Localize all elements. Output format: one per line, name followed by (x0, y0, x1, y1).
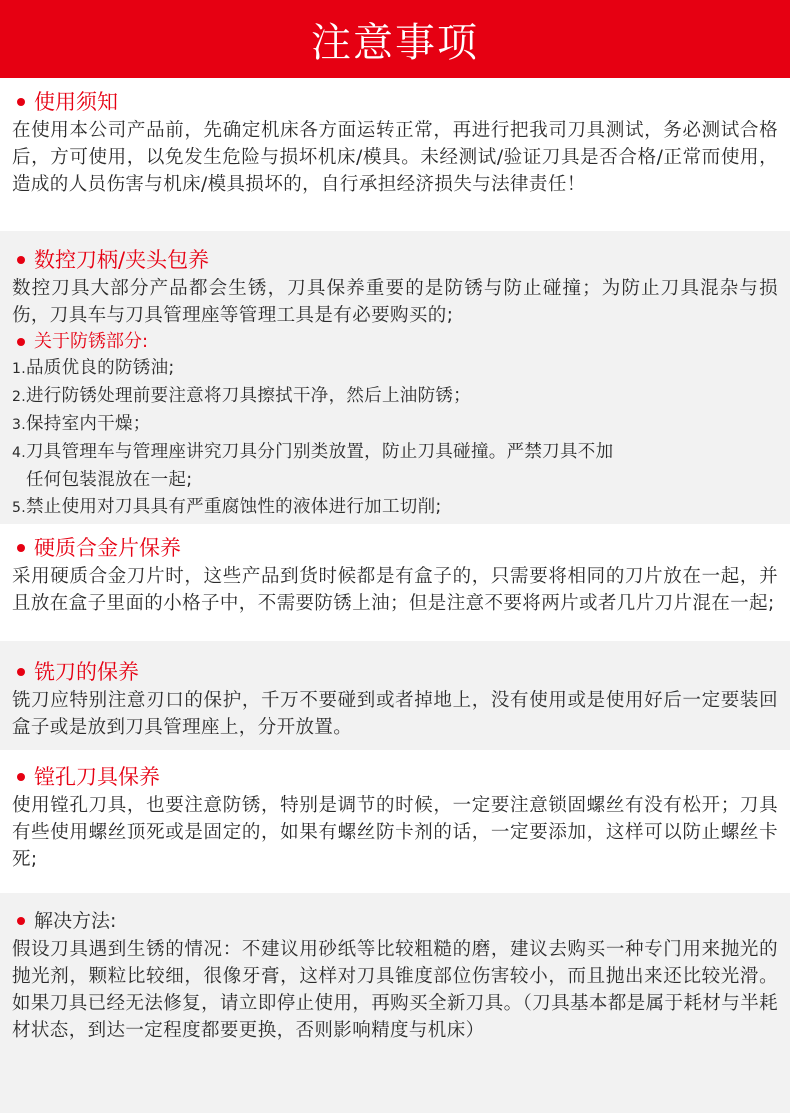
list-item: 1.品质优良的防锈油; (12, 358, 175, 378)
section-solution (0, 893, 790, 1113)
section-title: 使用须知 (12, 87, 778, 117)
section-carbide-insert-care (0, 524, 790, 641)
section-text: 使用镗孔刀具，也要注意防锈，特别是调节的时候，一定要注意锁固螺丝有没有松开；刀具有些使用螺丝顶死或是固定的，如果有螺丝防卡剂的话，一定要添加，这样可以防止螺丝卡死; (12, 795, 778, 870)
section-text: 铣刀应特别注意刃口的保护，千万不要碰到或者掉地上，没有使用或是使用好后一定要装回盒子或是放到刀具管理座上，分开放置。 (12, 690, 778, 738)
section-title: 解决方法: (12, 906, 778, 936)
section-title: 镗孔刀具保养 (12, 762, 778, 792)
list-item: 3.保持室内干燥； (12, 414, 151, 434)
section-title: 硬质合金片保养 (12, 533, 778, 563)
section-title: 数控刀柄/夹头包养 (12, 245, 778, 275)
bullet-dot-icon (17, 544, 25, 552)
list-item-continuation: 任何包装混放在一起; (26, 470, 193, 490)
section-text: 假设刀具遇到生锈的情况：不建议用砂纸等比较粗糙的磨，建议去购买一种专门用来抛光的抛光剂，颗粒比较细，很像牙膏，这样对刀具锥度部位伤害较小，而且抛出来还比较光滑。如果刀具已经无法修复，请立即停止使用，再购买全新刀具。（刀具基本都是属于耗材与半耗材状态，到达一定程度都要更换，否则影响精度与机床） (12, 939, 778, 1041)
section-milling-cutter-care (0, 641, 790, 750)
bullet-dot-icon (17, 256, 25, 264)
bullet-dot-icon (17, 773, 25, 781)
page-title: 注意事项 (311, 19, 479, 66)
sub-title: 关于防锈部分: (12, 329, 778, 355)
page-header (0, 0, 790, 78)
list-item: 4.刀具管理车与管理座讲究刀具分门别类放置，防止刀具碰撞。严禁刀具不加 (12, 442, 614, 462)
section-text: 数控刀具大部分产品都会生锈，刀具保养重要的是防锈与防止碰撞；为防止刀具混杂与损伤，刀具车与刀具管理座等管理工具是有必要购买的; (12, 278, 778, 326)
list-item: 5.禁止使用对刀具具有严重腐蚀性的液体进行加工切削; (12, 497, 442, 517)
section-cnc-holder-care (0, 231, 790, 524)
section-boring-tool-care (0, 750, 790, 893)
bullet-dot-icon (17, 98, 25, 106)
bullet-dot-icon (17, 917, 25, 925)
section-text: 在使用本公司产品前，先确定机床各方面运转正常，再进行把我司刀具测试，务必测试合格后，方可使用，以免发生危险与损坏机床/模具。未经测试/验证刀具是否合格/正常而使用，造成的人员伤害与机床/模具损坏的，自行承担经济损失与法律责任！ (12, 120, 778, 195)
section-usage-notice (0, 78, 790, 231)
section-title: 铣刀的保养 (12, 657, 778, 687)
list-item: 2.进行防锈处理前要注意将刀具擦拭干净，然后上油防锈； (12, 386, 471, 406)
section-text: 采用硬质合金刀片时，这些产品到货时候都是有盒子的，只需要将相同的刀片放在一起，并且放在盒子里面的小格子中，不需要防锈上油；但是注意不要将两片或者几片刀片混在一起; (12, 566, 778, 614)
bullet-dot-icon (17, 338, 25, 346)
bullet-dot-icon (17, 668, 25, 676)
